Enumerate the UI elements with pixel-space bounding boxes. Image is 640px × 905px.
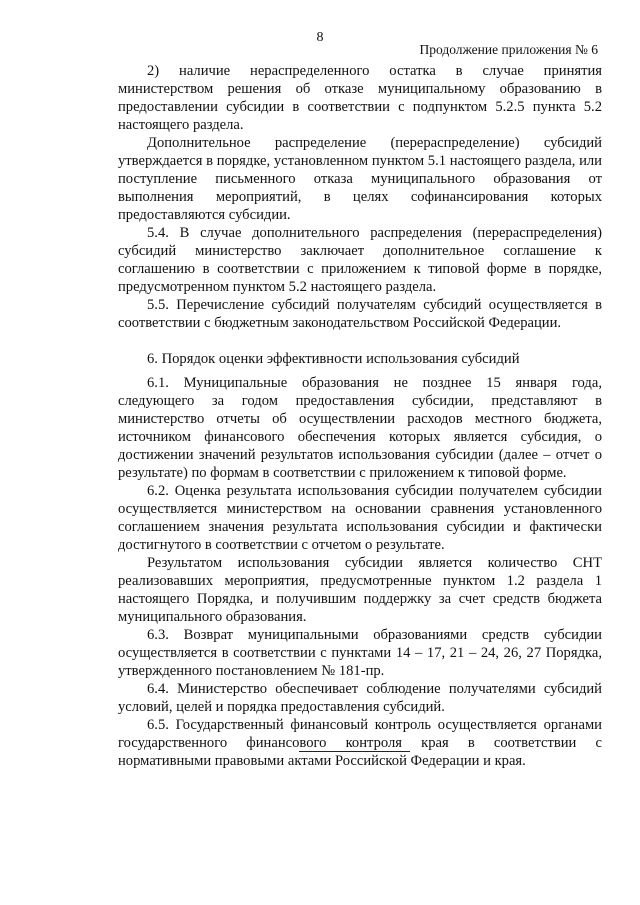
paragraph-item-2: 2) наличие нераспределенного остатка в случае принятия министерством решения об отказе муниципальному образованию в предоставлении субсидии в соответствии с подпунктом 5.2.5 пункта 5.2 настоящего раздела. — [118, 63, 602, 133]
document-body — [118, 62, 602, 770]
appendix-continuation-note: Продолжение приложения № 6 — [419, 42, 598, 57]
paragraph-5-4: 5.4. В случае дополнительного распределения (перераспределения) субсидий министерство заключает дополнительное соглашение к соглашению в соответствии с приложением к типовой форме в порядке, предусмотренном пунктом 5.2 настоящего раздела. — [118, 225, 602, 295]
paragraph-6-3: 6.3. Возврат муниципальными образованиями средств субсидии осуществляется в соответствии с пунктами 14 – 17, 21 – 24, 26, 27 Порядка, утвержденного постановлением № 181-пр. — [118, 627, 602, 679]
paragraph-6-5: 6.5. Государственный финансовый контроль осуществляется органами государственного финансового контроля края в соответствии с нормативными правовыми актами Российской Федерации и края. — [118, 717, 602, 769]
page-number: 8 — [316, 30, 324, 45]
section-6-heading: 6. Порядок оценки эффективности использования субсидий — [147, 351, 520, 367]
end-separator-line — [299, 751, 410, 752]
paragraph-result-definition: Результатом использования субсидии является количество СНТ реализовавших мероприятия, предусмотренные пунктом 1.2 раздела 1 настоящего Порядка, и получившим поддержку за счет средств бюджета муниципального образования. — [118, 555, 602, 625]
paragraph-additional-distribution: Дополнительное распределение (перераспределение) субсидий утверждается в порядке, установленном пунктом 5.1 настоящего раздела, или поступление письменного отказа муниципального образования от выполнения мероприятий, в целях софинансирования которых предоставляются субсидии. — [118, 135, 602, 223]
paragraph-6-1: 6.1. Муниципальные образования не позднее 15 января года, следующего за годом предоставления субсидии, представляют в министерство отчеты об осуществлении расходов местного бюджета, источником финансового обеспечения которых является субсидия, о достижении значений результатов использования субсидии (далее – отчет о результате) по формам в соответствии с приложением к типовой форме. — [118, 375, 602, 481]
paragraph-5-5: 5.5. Перечисление субсидий получателям субсидий осуществляется в соответствии с бюджетным законодательством Российской Федерации. — [118, 297, 602, 331]
paragraph-6-4: 6.4. Министерство обеспечивает соблюдение получателями субсидий условий, целей и порядка предоставления субсидий. — [118, 681, 602, 715]
paragraph-6-2: 6.2. Оценка результата использования субсидии получателем субсидии осуществляется министерством на основании сравнения установленного соглашением значения результата использования субсидии и фактически достигнутого в соответствии с отчетом о результате. — [118, 483, 602, 553]
